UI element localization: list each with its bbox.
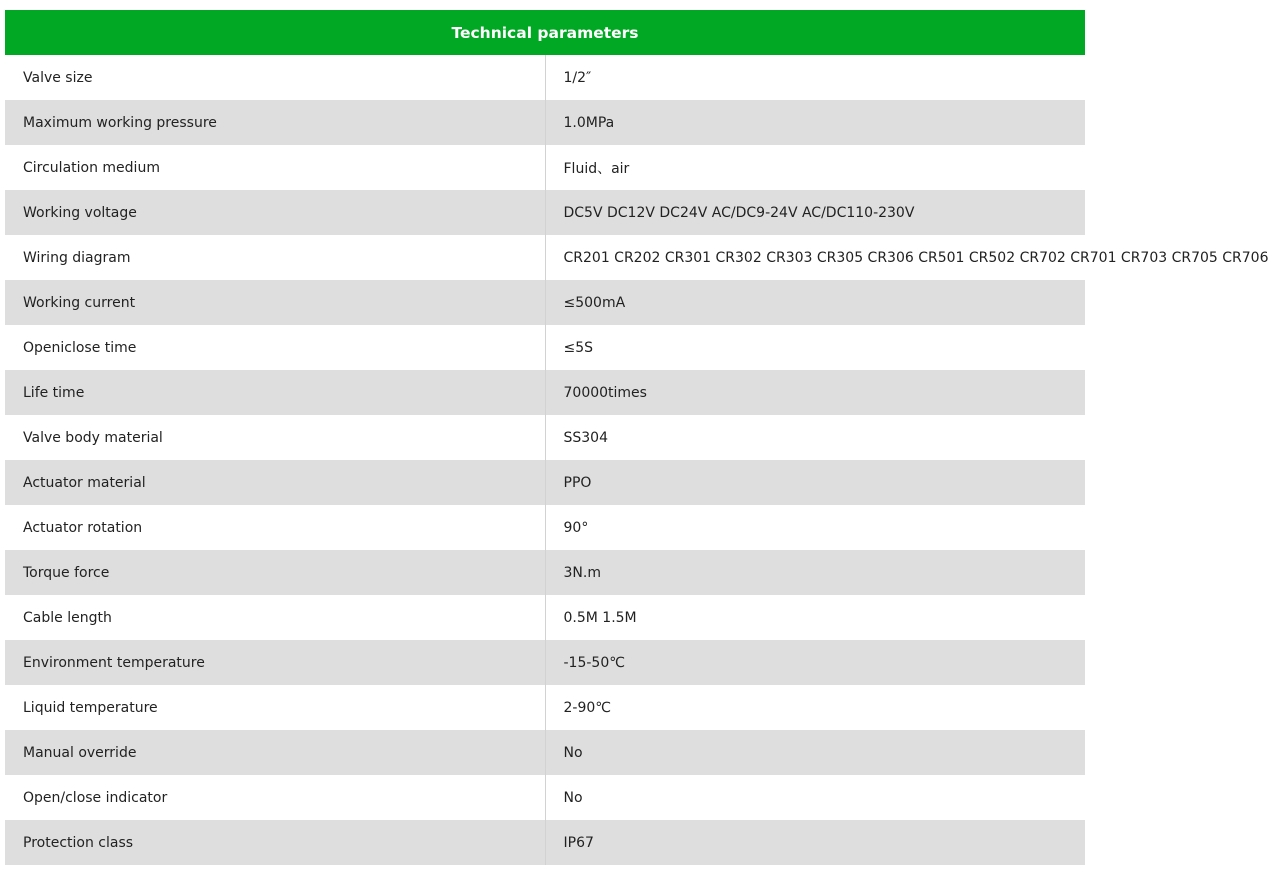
table-row: [5, 550, 1085, 595]
param-value: 1/2″: [545, 55, 1085, 100]
table-row: [5, 55, 1085, 100]
table-row: [5, 145, 1085, 190]
param-label: Circulation medium: [5, 145, 545, 190]
param-value: 0.5M 1.5M: [545, 595, 1085, 640]
param-value: 3N.m: [545, 550, 1085, 595]
param-value: 2-90℃: [545, 685, 1085, 730]
param-label: Actuator material: [5, 460, 545, 505]
table-header-row: [5, 10, 1085, 55]
table-title: Technical parameters: [5, 10, 1085, 55]
param-value: No: [545, 775, 1085, 820]
param-label: Working voltage: [5, 190, 545, 235]
table-row: [5, 280, 1085, 325]
param-label: Maximum working pressure: [5, 100, 545, 145]
table-row: [5, 325, 1085, 370]
param-value: SS304: [545, 415, 1085, 460]
param-label: Actuator rotation: [5, 505, 545, 550]
table-row: [5, 100, 1085, 145]
param-label: Environment temperature: [5, 640, 545, 685]
table-row: [5, 730, 1085, 775]
param-value: CR201 CR202 CR301 CR302 CR303 CR305 CR306 CR501 CR502 CR702 CR701 CR703 CR705 CR706: [545, 235, 1085, 280]
param-value: 70000times: [545, 370, 1085, 415]
param-value: ≤5S: [545, 325, 1085, 370]
param-value: ≤500mA: [545, 280, 1085, 325]
table-row: [5, 235, 1085, 280]
param-value: 90°: [545, 505, 1085, 550]
param-label: Cable length: [5, 595, 545, 640]
param-value: No: [545, 730, 1085, 775]
param-value: Fluid、air: [545, 145, 1085, 190]
table-row: [5, 370, 1085, 415]
param-label: Life time: [5, 370, 545, 415]
param-label: Protection class: [5, 820, 545, 865]
param-value: IP67: [545, 820, 1085, 865]
param-label: Openiclose time: [5, 325, 545, 370]
table-row: [5, 685, 1085, 730]
param-label: Wiring diagram: [5, 235, 545, 280]
table-row: [5, 820, 1085, 865]
param-value: -15-50℃: [545, 640, 1085, 685]
table-row: [5, 415, 1085, 460]
param-label: Open/close indicator: [5, 775, 545, 820]
param-label: Valve size: [5, 55, 545, 100]
param-value: PPO: [545, 460, 1085, 505]
table-row: [5, 505, 1085, 550]
technical-parameters-table: [5, 10, 1269, 865]
table-row: [5, 460, 1085, 505]
param-label: Working current: [5, 280, 545, 325]
table-row: [5, 775, 1085, 820]
table-row: [5, 190, 1085, 235]
param-label: Manual override: [5, 730, 545, 775]
param-value: DC5V DC12V DC24V AC/DC9-24V AC/DC110-230V: [545, 190, 1085, 235]
table-row: [5, 640, 1085, 685]
param-label: Torque force: [5, 550, 545, 595]
param-label: Liquid temperature: [5, 685, 545, 730]
param-value: 1.0MPa: [545, 100, 1085, 145]
param-label: Valve body material: [5, 415, 545, 460]
table-row: [5, 595, 1085, 640]
